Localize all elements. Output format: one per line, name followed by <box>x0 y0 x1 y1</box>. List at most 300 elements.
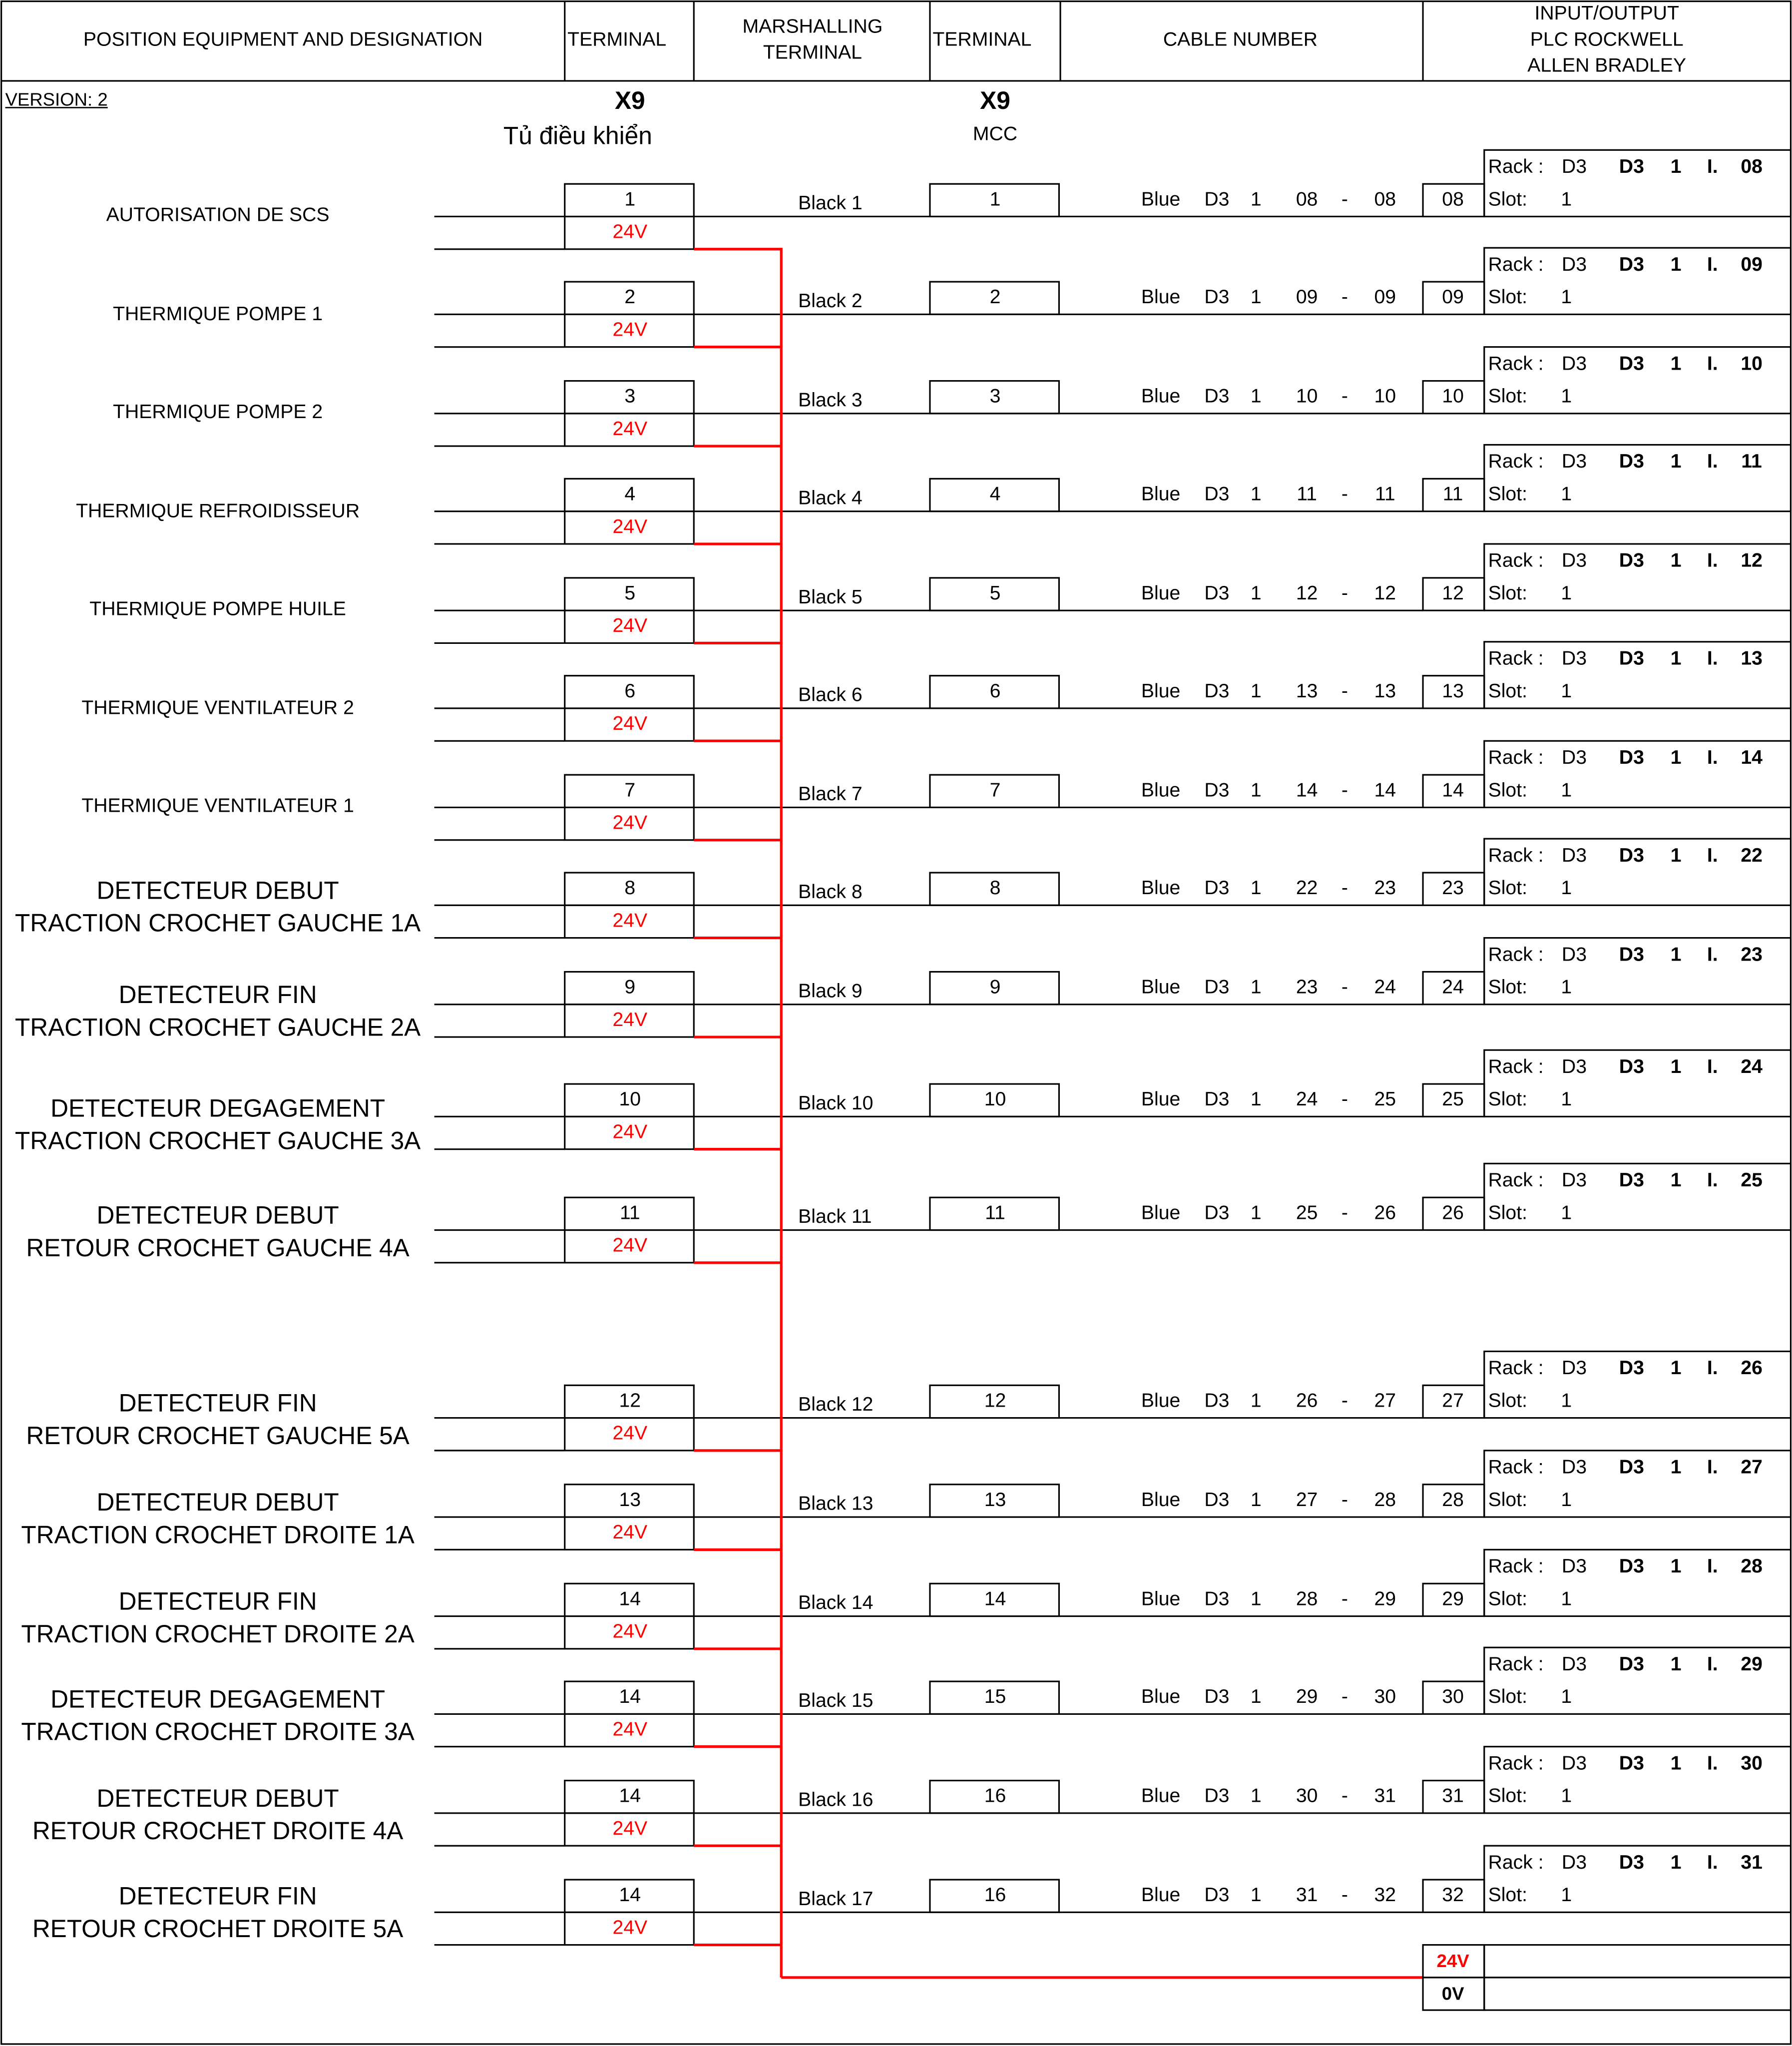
address-channel: 27 <box>1741 1456 1763 1479</box>
terminal-voltage: 24V <box>612 1234 648 1257</box>
equipment-description: DETECTEUR DEBUT RETOUR CROCHET GAUCHE 4A <box>26 1202 410 1263</box>
mcc-terminal-number: 2 <box>989 286 1001 309</box>
rack-label: Rack : <box>1488 253 1544 276</box>
address-type: I. <box>1707 944 1718 966</box>
address-rack: 1 <box>1670 647 1682 670</box>
marshalling-label: Black 8 <box>798 881 863 904</box>
mcc-terminal-number: 13 <box>984 1489 1006 1512</box>
marshalling-label: Black 10 <box>798 1092 874 1115</box>
terminal-voltage: 24V <box>612 418 648 441</box>
address-rack: 1 <box>1670 944 1682 966</box>
mcc-terminal-number: 12 <box>984 1390 1006 1412</box>
marshalling-label: Black 12 <box>798 1394 874 1416</box>
mcc-terminal-number: 3 <box>989 385 1001 408</box>
address-type: I. <box>1707 156 1718 178</box>
terminal-number: 2 <box>624 286 636 309</box>
cable-rack: 1 <box>1250 1390 1262 1412</box>
slot-value: 1 <box>1561 779 1572 802</box>
cable-color: Blue <box>1141 976 1181 999</box>
address-channel: 14 <box>1741 747 1763 769</box>
marshalling-label: Black 16 <box>798 1789 874 1811</box>
address-rack: 1 <box>1670 844 1682 867</box>
io-channel: 10 <box>1442 385 1464 408</box>
address-type: I. <box>1707 1653 1718 1676</box>
address-module: D3 <box>1619 1851 1644 1874</box>
terminal-voltage: 24V <box>612 1522 648 1544</box>
cable-rack: 1 <box>1250 286 1262 309</box>
cable-dash: - <box>1341 877 1348 900</box>
cable-color: Blue <box>1141 582 1181 605</box>
cable-dash: - <box>1341 976 1348 999</box>
slot-label: Slot: <box>1488 779 1527 802</box>
terminal-number: 6 <box>624 680 636 703</box>
address-channel: 25 <box>1741 1169 1763 1192</box>
terminal-number: 9 <box>624 976 636 999</box>
rack-label: Rack : <box>1488 549 1544 572</box>
cable-from: 25 <box>1296 1202 1318 1224</box>
cable-rack: 1 <box>1250 1588 1262 1610</box>
address-module: D3 <box>1619 1055 1644 1078</box>
equipment-description: THERMIQUE POMPE 1 <box>113 303 323 326</box>
terminal-number: 5 <box>624 582 636 605</box>
address-rack: 1 <box>1670 1653 1682 1676</box>
cable-module: D3 <box>1204 483 1230 506</box>
terminal-voltage: 24V <box>612 1718 648 1741</box>
equipment-description: THERMIQUE REFROIDISSEUR <box>76 500 360 522</box>
terminal-voltage: 24V <box>612 1422 648 1445</box>
equipment-description: THERMIQUE POMPE HUILE <box>89 598 346 620</box>
cable-color: Blue <box>1141 1785 1181 1808</box>
cable-module: D3 <box>1204 1390 1230 1412</box>
slot-value: 1 <box>1561 1785 1572 1808</box>
right-block-name: MCC <box>972 123 1018 146</box>
cable-color: Blue <box>1141 1202 1181 1224</box>
cable-color: Blue <box>1141 1686 1181 1708</box>
address-module: D3 <box>1619 549 1644 572</box>
cable-color: Blue <box>1141 483 1181 506</box>
cable-from: 11 <box>1297 483 1317 506</box>
address-rack: 1 <box>1670 1169 1682 1192</box>
cable-rack: 1 <box>1250 1489 1262 1512</box>
cable-module: D3 <box>1204 680 1230 703</box>
address-channel: 22 <box>1741 844 1763 867</box>
slot-value: 1 <box>1561 680 1572 703</box>
address-channel: 28 <box>1741 1555 1763 1578</box>
cable-dash: - <box>1341 286 1348 309</box>
rack-value: D3 <box>1561 1055 1587 1078</box>
terminal-number: 14 <box>619 1588 641 1610</box>
mcc-terminal-number: 14 <box>984 1588 1006 1610</box>
rack-value: D3 <box>1561 1752 1587 1775</box>
terminal-voltage: 24V <box>612 1917 648 1939</box>
terminal-number: 3 <box>624 385 636 408</box>
address-type: I. <box>1707 549 1718 572</box>
slot-label: Slot: <box>1488 1884 1527 1907</box>
terminal-number: 14 <box>619 1884 641 1907</box>
left-block-id: X9 <box>614 88 645 116</box>
address-channel: 10 <box>1741 353 1763 375</box>
cable-to: 12 <box>1374 582 1396 605</box>
cable-module: D3 <box>1204 779 1230 802</box>
cable-color: Blue <box>1141 1489 1181 1512</box>
cable-dash: - <box>1341 188 1348 211</box>
cable-module: D3 <box>1204 1588 1230 1610</box>
equipment-description: DETECTEUR DEBUT TRACTION CROCHET DROITE 1A <box>21 1490 415 1550</box>
mcc-terminal-number: 7 <box>989 779 1001 802</box>
right-block-id: X9 <box>980 88 1010 116</box>
io-channel: 30 <box>1442 1686 1464 1708</box>
slot-value: 1 <box>1561 385 1572 408</box>
terminal-voltage: 24V <box>612 910 648 932</box>
header-cable-number: CABLE NUMBER <box>1163 28 1318 51</box>
io-channel: 11 <box>1442 483 1463 506</box>
cable-color: Blue <box>1141 188 1181 211</box>
slot-value: 1 <box>1561 1202 1572 1224</box>
address-module: D3 <box>1619 647 1644 670</box>
cable-rack: 1 <box>1250 1088 1262 1111</box>
terminal-number: 14 <box>619 1785 641 1808</box>
cable-color: Blue <box>1141 680 1181 703</box>
cable-module: D3 <box>1204 1088 1230 1111</box>
rack-value: D3 <box>1561 647 1587 670</box>
cable-rack: 1 <box>1250 877 1262 900</box>
cable-module: D3 <box>1204 582 1230 605</box>
cable-rack: 1 <box>1250 582 1262 605</box>
cable-to: 09 <box>1374 286 1396 309</box>
address-type: I. <box>1707 1752 1718 1775</box>
cable-color: Blue <box>1141 286 1181 309</box>
slot-value: 1 <box>1561 1686 1572 1708</box>
address-rack: 1 <box>1670 1055 1682 1078</box>
address-channel: 24 <box>1741 1055 1763 1078</box>
slot-value: 1 <box>1561 1884 1572 1907</box>
rack-value: D3 <box>1561 1169 1587 1192</box>
address-type: I. <box>1707 353 1718 375</box>
terminal-number: 13 <box>619 1489 641 1512</box>
cable-from: 29 <box>1296 1686 1318 1708</box>
marshalling-label: Black 11 <box>798 1206 872 1228</box>
address-module: D3 <box>1619 1357 1644 1380</box>
slot-value: 1 <box>1561 1088 1572 1111</box>
slot-label: Slot: <box>1488 483 1527 506</box>
equipment-description: THERMIQUE POMPE 2 <box>113 401 323 424</box>
cable-dash: - <box>1341 779 1348 802</box>
cable-module: D3 <box>1204 1489 1230 1512</box>
slot-label: Slot: <box>1488 877 1527 900</box>
slot-label: Slot: <box>1488 1785 1527 1808</box>
slot-value: 1 <box>1561 188 1572 211</box>
mcc-terminal-number: 10 <box>984 1088 1006 1111</box>
slot-value: 1 <box>1561 1489 1572 1512</box>
mcc-terminal-number: 4 <box>989 483 1001 506</box>
cable-color: Blue <box>1141 779 1181 802</box>
address-channel: 09 <box>1741 253 1763 276</box>
address-module: D3 <box>1619 844 1644 867</box>
cable-from: 28 <box>1296 1588 1318 1610</box>
supply-0v-spare <box>1484 1978 1791 2010</box>
marshalling-label: Black 9 <box>798 980 863 1003</box>
cable-dash: - <box>1341 483 1348 506</box>
address-rack: 1 <box>1670 549 1682 572</box>
address-type: I. <box>1707 1555 1718 1578</box>
mcc-terminal-number: 5 <box>989 582 1001 605</box>
terminal-number: 1 <box>624 188 636 211</box>
terminal-number: 12 <box>619 1390 641 1412</box>
address-channel: 29 <box>1741 1653 1763 1676</box>
address-channel: 30 <box>1741 1752 1763 1775</box>
equipment-description: DETECTEUR DEGAGEMENT TRACTION CROCHET GAUCHE 3A <box>14 1095 421 1156</box>
cable-from: 31 <box>1296 1884 1318 1907</box>
rack-value: D3 <box>1561 253 1587 276</box>
address-module: D3 <box>1619 1752 1644 1775</box>
marshalling-label: Black 3 <box>798 389 863 412</box>
address-channel: 11 <box>1741 451 1762 473</box>
address-rack: 1 <box>1670 1555 1682 1578</box>
rack-label: Rack : <box>1488 451 1544 473</box>
cable-from: 23 <box>1296 976 1318 999</box>
address-rack: 1 <box>1670 156 1682 178</box>
cable-color: Blue <box>1141 1588 1181 1610</box>
io-channel: 14 <box>1442 779 1464 802</box>
terminal-voltage: 24V <box>612 615 648 637</box>
terminal-number: 10 <box>619 1088 641 1111</box>
cable-from: 09 <box>1296 286 1318 309</box>
slot-label: Slot: <box>1488 1202 1527 1224</box>
marshalling-label: Black 4 <box>798 487 863 510</box>
cable-rack: 1 <box>1250 680 1262 703</box>
equipment-description: DETECTEUR FIN TRACTION CROCHET GAUCHE 2A <box>14 982 421 1042</box>
cable-from: 27 <box>1296 1489 1318 1512</box>
address-module: D3 <box>1619 253 1644 276</box>
marshalling-label: Black 5 <box>798 586 863 609</box>
rack-value: D3 <box>1561 1456 1587 1479</box>
address-type: I. <box>1707 1851 1718 1874</box>
address-rack: 1 <box>1670 451 1682 473</box>
terminal-voltage: 24V <box>612 221 648 244</box>
address-module: D3 <box>1619 1169 1644 1192</box>
slot-label: Slot: <box>1488 582 1527 605</box>
slot-value: 1 <box>1561 286 1572 309</box>
cable-to: 32 <box>1374 1884 1396 1907</box>
slot-value: 1 <box>1561 1390 1572 1412</box>
left-block-name: Tủ điều khiển <box>503 123 652 151</box>
cable-from: 08 <box>1296 188 1318 211</box>
cable-to: 23 <box>1374 877 1396 900</box>
marshalling-label: Black 17 <box>798 1888 874 1911</box>
cable-to: 13 <box>1374 680 1396 703</box>
address-channel: 13 <box>1741 647 1763 670</box>
slot-label: Slot: <box>1488 385 1527 408</box>
rack-value: D3 <box>1561 1851 1587 1874</box>
equipment-description: THERMIQUE VENTILATEUR 2 <box>81 697 354 720</box>
cable-module: D3 <box>1204 1884 1230 1907</box>
cable-to: 24 <box>1374 976 1396 999</box>
address-rack: 1 <box>1670 1752 1682 1775</box>
header-io: INPUT/OUTPUT PLC ROCKWELL ALLEN BRADLEY <box>1527 2 1687 77</box>
terminal-number: 11 <box>619 1202 640 1224</box>
rack-label: Rack : <box>1488 1555 1544 1578</box>
terminal-voltage: 24V <box>612 319 648 341</box>
cable-color: Blue <box>1141 877 1181 900</box>
cable-to: 31 <box>1374 1785 1396 1808</box>
equipment-description: THERMIQUE VENTILATEUR 1 <box>81 795 354 818</box>
io-channel: 25 <box>1442 1088 1464 1111</box>
address-type: I. <box>1707 1456 1718 1479</box>
address-rack: 1 <box>1670 253 1682 276</box>
cable-rack: 1 <box>1250 976 1262 999</box>
address-type: I. <box>1707 844 1718 867</box>
cable-module: D3 <box>1204 1785 1230 1808</box>
cable-dash: - <box>1341 385 1348 408</box>
cable-module: D3 <box>1204 976 1230 999</box>
rack-label: Rack : <box>1488 1357 1544 1380</box>
terminal-voltage: 24V <box>612 515 648 538</box>
rack-label: Rack : <box>1488 1653 1544 1676</box>
header-position: POSITION EQUIPMENT AND DESIGNATION <box>83 28 483 51</box>
terminal-voltage: 24V <box>612 812 648 834</box>
rack-value: D3 <box>1561 1653 1587 1676</box>
cable-to: 27 <box>1374 1390 1396 1412</box>
rack-label: Rack : <box>1488 747 1544 769</box>
address-module: D3 <box>1619 1653 1644 1676</box>
address-module: D3 <box>1619 747 1644 769</box>
rack-label: Rack : <box>1488 647 1544 670</box>
rack-value: D3 <box>1561 1357 1587 1380</box>
slot-label: Slot: <box>1488 1588 1527 1610</box>
cable-to: 30 <box>1374 1686 1396 1708</box>
address-channel: 12 <box>1741 549 1763 572</box>
address-module: D3 <box>1619 1555 1644 1578</box>
io-channel: 26 <box>1442 1202 1464 1224</box>
io-channel: 23 <box>1442 877 1464 900</box>
cable-module: D3 <box>1204 286 1230 309</box>
address-channel: 26 <box>1741 1357 1763 1380</box>
equipment-description: DETECTEUR DEBUT TRACTION CROCHET GAUCHE 1A <box>14 878 421 938</box>
cable-dash: - <box>1341 1884 1348 1907</box>
supply-24v-spare <box>1484 1945 1791 1978</box>
address-type: I. <box>1707 647 1718 670</box>
cable-rack: 1 <box>1250 1785 1262 1808</box>
slot-label: Slot: <box>1488 286 1527 309</box>
cable-rack: 1 <box>1250 1686 1262 1708</box>
address-type: I. <box>1707 253 1718 276</box>
address-rack: 1 <box>1670 1456 1682 1479</box>
cable-color: Blue <box>1141 1088 1181 1111</box>
address-rack: 1 <box>1670 747 1682 769</box>
rack-value: D3 <box>1561 451 1587 473</box>
terminal-voltage: 24V <box>612 713 648 735</box>
equipment-description: DETECTEUR FIN RETOUR CROCHET GAUCHE 5A <box>26 1390 410 1451</box>
marshalling-label: Black 14 <box>798 1592 874 1614</box>
marshalling-label: Black 7 <box>798 783 863 806</box>
rack-value: D3 <box>1561 549 1587 572</box>
terminal-voltage: 24V <box>612 1009 648 1031</box>
terminal-voltage: 24V <box>612 1817 648 1840</box>
cable-dash: - <box>1341 1686 1348 1708</box>
cable-color: Blue <box>1141 1884 1181 1907</box>
cable-from: 24 <box>1296 1088 1318 1111</box>
cable-from: 10 <box>1296 385 1318 408</box>
rack-label: Rack : <box>1488 1752 1544 1775</box>
equipment-description: AUTORISATION DE SCS <box>106 204 330 227</box>
header-terminal-right: TERMINAL <box>932 28 1032 51</box>
address-type: I. <box>1707 1169 1718 1192</box>
mcc-terminal-number: 11 <box>985 1202 1005 1224</box>
rack-value: D3 <box>1561 353 1587 375</box>
rack-label: Rack : <box>1488 844 1544 867</box>
rack-value: D3 <box>1561 156 1587 178</box>
rack-value: D3 <box>1561 944 1587 966</box>
io-channel: 24 <box>1442 976 1464 999</box>
cable-to: 25 <box>1374 1088 1396 1111</box>
cable-color: Blue <box>1141 1390 1181 1412</box>
rack-label: Rack : <box>1488 1169 1544 1192</box>
cable-rack: 1 <box>1250 779 1262 802</box>
cable-to: 26 <box>1374 1202 1396 1224</box>
cable-rack: 1 <box>1250 385 1262 408</box>
io-channel: 13 <box>1442 680 1464 703</box>
io-channel: 08 <box>1442 188 1464 211</box>
supply-0v-label: 0V <box>1441 1983 1464 2004</box>
supply-24v-label: 24V <box>1436 1950 1469 1971</box>
slot-label: Slot: <box>1488 188 1527 211</box>
marshalling-label: Black 15 <box>798 1690 874 1712</box>
rack-label: Rack : <box>1488 944 1544 966</box>
terminal-number: 4 <box>624 483 636 506</box>
io-channel: 12 <box>1442 582 1464 605</box>
mcc-terminal-number: 15 <box>984 1686 1006 1708</box>
slot-value: 1 <box>1561 483 1572 506</box>
cable-dash: - <box>1341 680 1348 703</box>
address-module: D3 <box>1619 944 1644 966</box>
address-rack: 1 <box>1670 1357 1682 1380</box>
mcc-terminal-number: 9 <box>989 976 1001 999</box>
cable-module: D3 <box>1204 1686 1230 1708</box>
cable-from: 26 <box>1296 1390 1318 1412</box>
mcc-terminal-number: 16 <box>984 1884 1006 1907</box>
slot-label: Slot: <box>1488 1489 1527 1512</box>
terminal-number: 14 <box>619 1686 641 1708</box>
cable-from: 14 <box>1296 779 1318 802</box>
cable-rack: 1 <box>1250 483 1262 506</box>
io-channel: 09 <box>1442 286 1464 309</box>
rack-value: D3 <box>1561 747 1587 769</box>
io-channel: 29 <box>1442 1588 1464 1610</box>
address-type: I. <box>1707 1357 1718 1380</box>
io-channel: 28 <box>1442 1489 1464 1512</box>
cable-module: D3 <box>1204 877 1230 900</box>
cable-rack: 1 <box>1250 1202 1262 1224</box>
marshalling-label: Black 1 <box>798 192 863 215</box>
rack-label: Rack : <box>1488 1851 1544 1874</box>
mcc-terminal-number: 1 <box>989 188 1001 211</box>
cable-to: 10 <box>1374 385 1396 408</box>
io-channel: 31 <box>1442 1785 1464 1808</box>
terminal-number: 7 <box>624 779 636 802</box>
address-type: I. <box>1707 1055 1718 1078</box>
equipment-description: DETECTEUR DEBUT RETOUR CROCHET DROITE 4A <box>32 1786 404 1846</box>
slot-value: 1 <box>1561 1588 1572 1610</box>
rack-label: Rack : <box>1488 353 1544 375</box>
rack-label: Rack : <box>1488 1456 1544 1479</box>
cable-from: 12 <box>1296 582 1318 605</box>
rack-label: Rack : <box>1488 156 1544 178</box>
address-module: D3 <box>1619 353 1644 375</box>
slot-label: Slot: <box>1488 1088 1527 1111</box>
cable-color: Blue <box>1141 385 1181 408</box>
cable-to: 11 <box>1374 483 1395 506</box>
terminal-voltage: 24V <box>612 1620 648 1643</box>
